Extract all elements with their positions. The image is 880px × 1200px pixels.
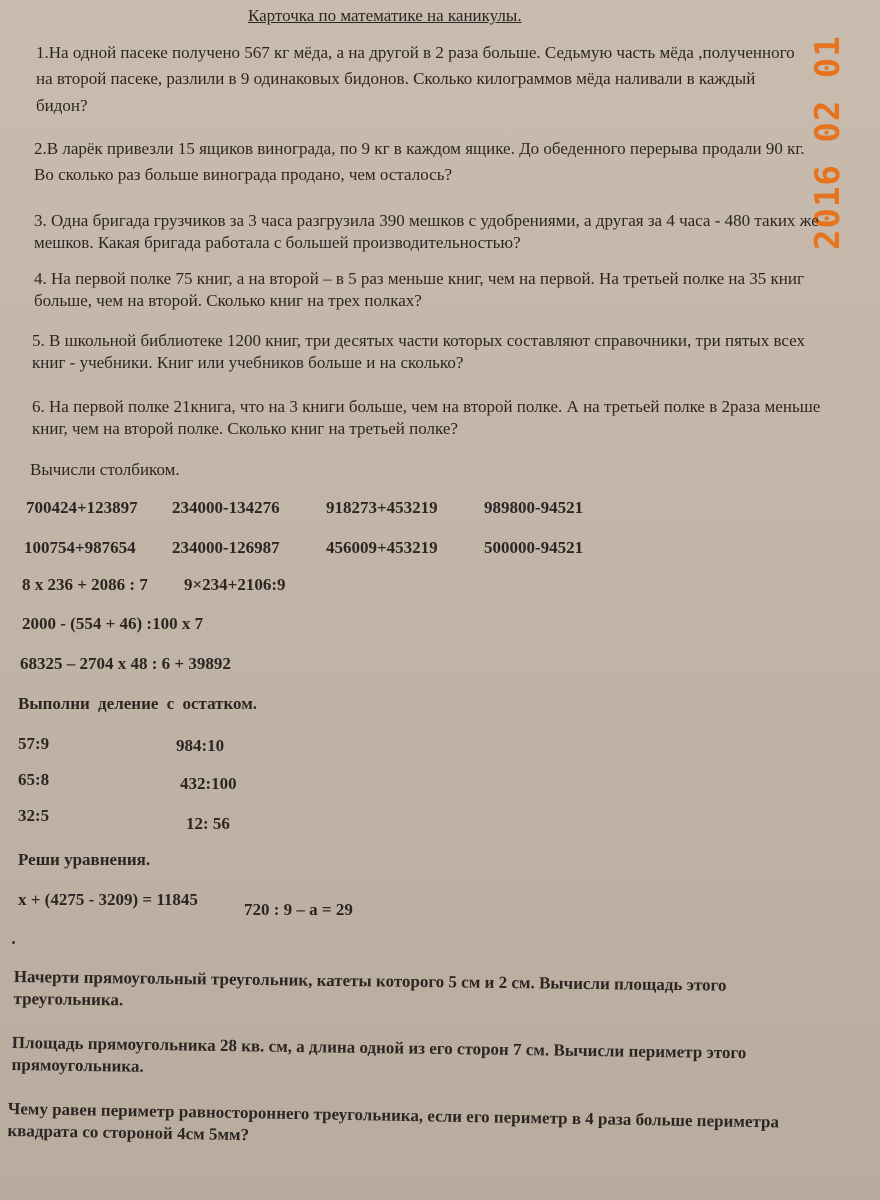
equation: 720 : 9 – a = 29	[244, 900, 353, 919]
problem-3: 3. Одна бригада грузчиков за 3 часа разгрузила 390 мешков с удобрениями, а другая за 4 часа - 480 таких же мешков. Какая бригада работала с большей производительностью?	[34, 211, 819, 253]
division-expression: 57:9	[18, 734, 50, 753]
column-expression: 234000-134276	[172, 498, 280, 517]
column-expression: 456009+453219	[326, 538, 438, 557]
problem-4: 4. На первой полке 75 книг, а на второй – в 5 раз меньше книг, чем на первой. На третьей полке на 35 книг больше, чем на второй. Сколько книг на трех полках?	[34, 269, 804, 311]
column-expression: 500000-94521	[484, 538, 584, 557]
equation: x + (4275 - 3209) = 11845	[18, 890, 198, 909]
problem-1: 1.На одной пасеке получено 567 кг мёда, а на другой в 2 раза больше. Седьмую часть мёда ,полученного на второй пасеке, разлили в 9 одинаковых бидонов. Сколько килограммов мёда наливали в каждый бидон?	[36, 43, 795, 115]
geometry-task-2: Площадь прямоугольника 28 кв. см, а длина одной из его сторон 7 см. Вычисли периметр этого прямоугольника.	[11, 1032, 747, 1076]
geometry-task-3: Чему равен периметр равностороннего треугольника, если его периметр в 4 раза больше периметра квадрата со стороной 4см 5мм?	[7, 1098, 780, 1145]
column-heading: Вычисли столбиком.	[30, 460, 180, 479]
order-expression: 8 x 236 + 2086 : 7	[22, 575, 148, 594]
column-expression: 700424+123897	[26, 498, 138, 517]
column-expression: 234000-126987	[172, 538, 280, 557]
column-expression: 989800-94521	[484, 498, 584, 517]
order-expression: 68325 – 2704 x 48 : 6 + 39892	[20, 654, 231, 673]
date-stamp: 2016 02 01	[808, 35, 848, 250]
problem-2: 2.В ларёк привезли 15 ящиков винограда, по 9 кг в каждом ящике. До обеденного перерыва продали 90 кг. Во сколько раз больше винограда продано, чем осталось?	[34, 139, 805, 185]
page-title: Карточка по математике на каникулы.	[248, 6, 522, 25]
geometry-task-1: Начерти прямоугольный треугольник, катеты которого 5 см и 2 см. Вычисли площадь этого треугольника.	[13, 966, 727, 1010]
order-expression: 9×234+2106:9	[184, 575, 286, 594]
division-expression: 984:10	[176, 736, 225, 755]
column-expression: 918273+453219	[326, 498, 438, 517]
problem-6: 6. На первой полке 21книга, что на 3 книги больше, чем на второй полке. А на третьей полке в 2раза меньше книг, чем на второй полке. Сколько книг на третьей полке?	[32, 397, 821, 439]
equations-heading: Реши уравнения.	[18, 850, 151, 869]
division-expression: 32:5	[18, 806, 50, 825]
division-expression: 12: 56	[186, 814, 230, 833]
problem-5: 5. В школьной библиотеке 1200 книг, три десятых части которых составляют справочники, три пятых всех книг - учебники. Книг или учебников больше и на сколько?	[32, 331, 805, 373]
order-expression: 2000 - (554 + 46) :100 x 7	[22, 614, 204, 633]
column-expression: 100754+987654	[24, 538, 136, 557]
division-expression: 65:8	[18, 770, 50, 789]
division-heading: Выполни деление с остатком.	[18, 694, 258, 713]
division-expression: 432:100	[180, 774, 237, 793]
stray-dot	[12, 941, 15, 944]
